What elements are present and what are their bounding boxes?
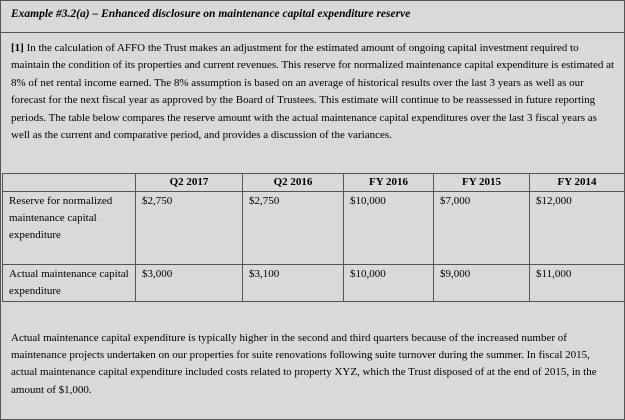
intro-paragraph [11,40,617,144]
intro-text: In the calculation of AFFO the Trust makes an adjustment for the estimated amount of ongoing capital investment required to maintain the condition of its properties and current revenues. This reserve for normalized maintenance capital expenditure is estimated at 8% of net rental income earned. The 8% assumption is based on an average of historical results over the last 3 years as well as our forecast for the next fiscal year as approved by the Board of Trustees. This estimate will continue to be reassessed in future reporting periods. The table below compares the reserve amount with the actual maintenance capital expenditures over the last 3 fiscal years as well as the current and comparative period, and provides a discussion of the variances. [11,42,615,142]
table-row [3,265,625,302]
table-cell: $3,000 [136,265,243,302]
closing-paragraph: Actual maintenance capital expenditure is typically higher in the second and third quarters because of the increased number of maintenance projects undertaken on our properties for suite renovations following suite turnover during the summer. In fiscal 2015, actual maintenance capital expenditure included costs related to property XYZ, which the Trust disposed of at the end of 2015, in the amount of $1,000. [11,332,597,396]
reserve-comparison-table [2,173,625,302]
table-row [3,192,625,265]
header-cell: Q2 2017 [136,174,243,192]
table-cell: $10,000 [344,265,434,302]
table-cell: $2,750 [136,192,243,265]
table-cell: $9,000 [434,265,530,302]
header-cell: FY 2015 [434,174,530,192]
footnote-reference: [1] [11,42,24,54]
title-divider [1,32,624,33]
table-header-row [3,174,625,192]
row-label: Reserve for normalized maintenance capital expenditure [3,192,136,265]
table-cell: $2,750 [243,192,344,265]
table-cell: $11,000 [530,265,625,302]
header-cell: FY 2016 [344,174,434,192]
table-cell: $12,000 [530,192,625,265]
example-title: Example #3.2(a) – Enhanced disclosure on maintenance capital expenditure reserve [11,8,411,20]
header-cell: FY 2014 [530,174,625,192]
table-cell: $7,000 [434,192,530,265]
table-cell: $10,000 [344,192,434,265]
header-cell [3,174,136,192]
row-label: Actual maintenance capital expenditure [3,265,136,302]
table-cell: $3,100 [243,265,344,302]
header-cell: Q2 2016 [243,174,344,192]
